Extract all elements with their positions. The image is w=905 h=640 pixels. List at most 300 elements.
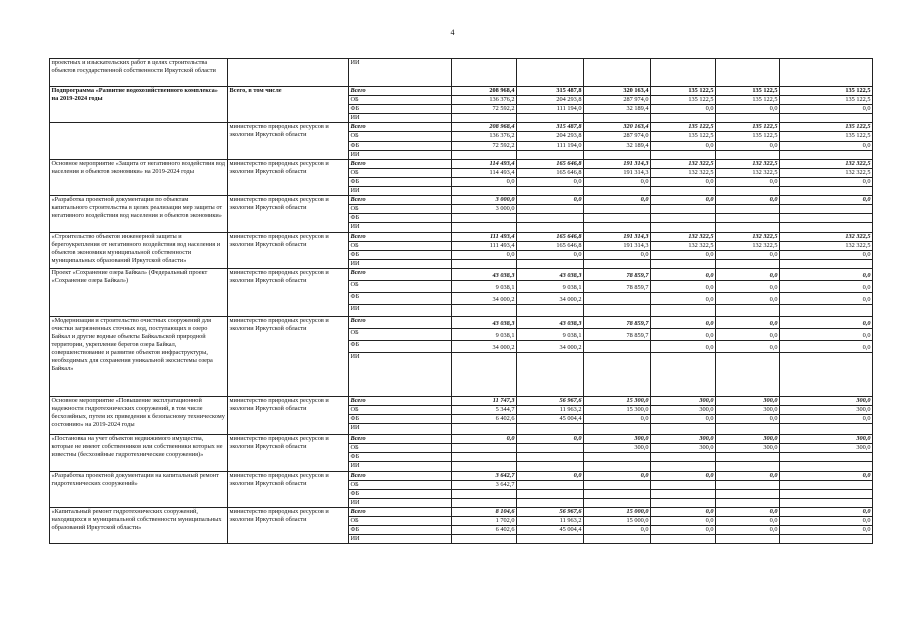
amount-cell: 78 859,7 — [584, 316, 651, 328]
funding-source: ОБ — [349, 168, 452, 177]
funding-source: ОБ — [349, 328, 452, 340]
amount-cell: 0,0 — [780, 507, 873, 516]
amount-cell: 0,0 — [651, 340, 716, 352]
amount-cell: 135 122,5 — [780, 87, 873, 96]
amount-cell: 0,0 — [452, 177, 517, 186]
amount-cell: 0,0 — [716, 250, 780, 259]
amount-cell: 5 344,7 — [452, 405, 517, 414]
amount-cell — [651, 498, 716, 507]
funding-source: ИИ — [349, 304, 452, 316]
amount-cell — [517, 114, 584, 123]
amount-cell — [452, 150, 517, 159]
amount-cell — [517, 352, 584, 396]
amount-cell — [584, 214, 651, 223]
amount-cell — [716, 205, 780, 214]
amount-cell: 300,0 — [651, 435, 716, 444]
funding-source: ФБ — [349, 214, 452, 223]
amount-cell: 111 194,0 — [517, 141, 584, 150]
amount-cell: 191 314,3 — [584, 168, 651, 177]
funding-source: ИИ — [349, 187, 452, 196]
amount-cell — [584, 59, 651, 87]
executor: министерство природных ресурсов и экологии Иркутской области — [228, 232, 349, 268]
amount-cell: 0,0 — [716, 415, 780, 424]
amount-cell — [716, 480, 780, 489]
amount-cell — [517, 489, 584, 498]
funding-source: Всего — [349, 87, 452, 96]
amount-cell — [780, 498, 873, 507]
activity-name: проектных и изыскательских работ в целях строительства объектов государственной собственности Иркутской области — [50, 59, 228, 87]
funding-source: ИИ — [349, 352, 452, 396]
amount-cell: 8 104,6 — [452, 507, 517, 516]
amount-cell: 0,0 — [651, 280, 716, 292]
amount-cell: 300,0 — [780, 396, 873, 405]
amount-cell: 34 000,2 — [452, 340, 517, 352]
amount-cell — [517, 480, 584, 489]
amount-cell: 320 163,4 — [584, 123, 651, 132]
amount-cell — [517, 424, 584, 435]
table-row — [50, 59, 873, 87]
amount-cell: 165 646,8 — [517, 159, 584, 168]
amount-cell: 0,0 — [716, 526, 780, 535]
amount-cell: 0,0 — [651, 526, 716, 535]
amount-cell: 3 642,7 — [452, 480, 517, 489]
amount-cell: 15 000,0 — [584, 517, 651, 526]
amount-cell: 0,0 — [780, 415, 873, 424]
budget-table — [49, 58, 873, 544]
amount-cell — [584, 462, 651, 471]
activity-name: Подпрограмма «Развитие водохозяйственного комплекса» на 2019-2024 годы — [50, 87, 228, 123]
amount-cell — [780, 114, 873, 123]
table-body — [50, 59, 873, 544]
amount-cell — [452, 59, 517, 87]
amount-cell: 191 314,3 — [584, 241, 651, 250]
amount-cell — [780, 304, 873, 316]
amount-cell: 34 000,2 — [517, 340, 584, 352]
executor: министерство природных ресурсов и экологии Иркутской области — [228, 507, 349, 543]
amount-cell — [584, 292, 651, 304]
amount-cell — [780, 59, 873, 87]
amount-cell: 43 038,3 — [452, 316, 517, 328]
amount-cell: 0,0 — [651, 250, 716, 259]
amount-cell — [452, 453, 517, 462]
amount-cell — [517, 304, 584, 316]
amount-cell: 9 038,1 — [517, 328, 584, 340]
amount-cell: 0,0 — [780, 105, 873, 114]
amount-cell: 191 314,3 — [584, 159, 651, 168]
table-row — [50, 507, 873, 516]
funding-source: ОБ — [349, 205, 452, 214]
amount-cell — [584, 304, 651, 316]
activity-name: «Строительство объектов инженерной защиты и берегоукрепления от негативного воздействия вод населения и объектов экономики муниципальной собственности муниципальных образований Иркутской области» — [50, 232, 228, 268]
table-row — [50, 435, 873, 444]
funding-source: ФБ — [349, 415, 452, 424]
amount-cell: 132 322,5 — [651, 159, 716, 168]
funding-source: ФБ — [349, 141, 452, 150]
amount-cell — [452, 259, 517, 268]
funding-source: ФБ — [349, 489, 452, 498]
amount-cell — [716, 352, 780, 396]
amount-cell — [716, 223, 780, 232]
amount-cell — [452, 444, 517, 453]
amount-cell: 3 000,0 — [452, 196, 517, 205]
executor: министерство природных ресурсов и экологии Иркутской области — [228, 123, 349, 159]
amount-cell — [452, 462, 517, 471]
amount-cell: 132 322,5 — [716, 159, 780, 168]
amount-cell — [452, 187, 517, 196]
amount-cell: 208 968,4 — [452, 87, 517, 96]
amount-cell: 0,0 — [584, 415, 651, 424]
funding-source: ФБ — [349, 105, 452, 114]
amount-cell: 0,0 — [651, 268, 716, 280]
amount-cell: 0,0 — [780, 471, 873, 480]
amount-cell: 11 747,3 — [452, 396, 517, 405]
funding-source: ФБ — [349, 453, 452, 462]
amount-cell: 132 322,5 — [651, 168, 716, 177]
amount-cell: 300,0 — [651, 405, 716, 414]
executor: министерство природных ресурсов и экологии Иркутской области — [228, 471, 349, 507]
executor: министерство природных ресурсов и экологии Иркутской области — [228, 196, 349, 232]
amount-cell — [584, 535, 651, 544]
executor — [228, 59, 349, 87]
amount-cell: 114 493,4 — [452, 168, 517, 177]
amount-cell: 191 314,3 — [584, 232, 651, 241]
funding-source: Всего — [349, 123, 452, 132]
activity-name: «Разработка проектной документации на капитальный ремонт гидротехнических сооружений» — [50, 471, 228, 507]
amount-cell: 11 963,2 — [517, 405, 584, 414]
amount-cell: 45 004,4 — [517, 526, 584, 535]
amount-cell: 0,0 — [651, 141, 716, 150]
amount-cell: 0,0 — [716, 177, 780, 186]
amount-cell: 0,0 — [716, 196, 780, 205]
amount-cell — [452, 498, 517, 507]
funding-source: ИИ — [349, 59, 452, 87]
amount-cell — [584, 489, 651, 498]
amount-cell: 315 487,8 — [517, 87, 584, 96]
table-row — [50, 471, 873, 480]
amount-cell — [452, 535, 517, 544]
executor: Всего, в том числе — [228, 87, 349, 123]
amount-cell — [651, 259, 716, 268]
amount-cell: 135 122,5 — [780, 132, 873, 141]
activity-name: «Постановка на учет объектов недвижимого имущества, которые не имеют собственников или собственники которых не известны (бесхозяйные гидротехнические сооружения)» — [50, 435, 228, 471]
amount-cell: 0,0 — [651, 471, 716, 480]
amount-cell: 0,0 — [716, 507, 780, 516]
funding-source: ОБ — [349, 444, 452, 453]
amount-cell: 32 189,4 — [584, 105, 651, 114]
amount-cell: 111 493,4 — [452, 241, 517, 250]
amount-cell: 0,0 — [716, 316, 780, 328]
amount-cell: 135 122,5 — [716, 132, 780, 141]
amount-cell — [517, 214, 584, 223]
amount-cell: 0,0 — [651, 196, 716, 205]
amount-cell — [651, 424, 716, 435]
amount-cell — [780, 205, 873, 214]
amount-cell — [452, 304, 517, 316]
amount-cell: 114 493,4 — [452, 159, 517, 168]
amount-cell — [780, 480, 873, 489]
activity-name: «Модернизация и строительство очистных сооружений для очистки загрязненных сточных вод, поступающих в озеро Байкал и другие водные объекты Байкальской природной территории, укрепление берегов озера Байкал, совершенствование и развитие объектов инфраструктуры, необходимых для сохранения уникальной экосистемы озера Байкал» — [50, 316, 228, 396]
amount-cell: 300,0 — [651, 396, 716, 405]
amount-cell: 15 300,0 — [584, 396, 651, 405]
amount-cell: 0,0 — [651, 177, 716, 186]
amount-cell — [780, 535, 873, 544]
amount-cell: 135 122,5 — [780, 96, 873, 105]
funding-source: Всего — [349, 159, 452, 168]
amount-cell — [716, 114, 780, 123]
amount-cell — [517, 187, 584, 196]
funding-source: Всего — [349, 316, 452, 328]
amount-cell — [651, 453, 716, 462]
amount-cell — [780, 214, 873, 223]
amount-cell: 0,0 — [716, 268, 780, 280]
amount-cell — [651, 187, 716, 196]
amount-cell — [517, 535, 584, 544]
amount-cell — [517, 223, 584, 232]
amount-cell — [651, 205, 716, 214]
amount-cell — [584, 150, 651, 159]
amount-cell — [584, 187, 651, 196]
amount-cell: 135 122,5 — [651, 132, 716, 141]
amount-cell — [780, 259, 873, 268]
amount-cell: 45 004,4 — [517, 415, 584, 424]
amount-cell: 132 322,5 — [780, 159, 873, 168]
amount-cell: 0,0 — [584, 526, 651, 535]
funding-source: ОБ — [349, 280, 452, 292]
amount-cell: 15 300,0 — [584, 405, 651, 414]
amount-cell — [716, 424, 780, 435]
amount-cell: 0,0 — [780, 177, 873, 186]
activity-name: Основное мероприятие «Повышение эксплуатационной надежности гидротехнических сооружений, в том числе бесхозяйных, путем их приведения к безопасному техническому состоянию» на 2019-2024 годы — [50, 396, 228, 434]
amount-cell: 0,0 — [780, 250, 873, 259]
executor: министерство природных ресурсов и экологии Иркутской области — [228, 396, 349, 434]
funding-source: ФБ — [349, 292, 452, 304]
amount-cell — [651, 352, 716, 396]
amount-cell: 0,0 — [517, 471, 584, 480]
funding-source: ИИ — [349, 498, 452, 507]
funding-source: ИИ — [349, 535, 452, 544]
amount-cell — [651, 480, 716, 489]
amount-cell — [584, 480, 651, 489]
activity-name: Проект «Сохранение озера Байкал» (Федеральный проект «Сохранение озера Байкал») — [50, 268, 228, 316]
amount-cell — [584, 223, 651, 232]
amount-cell: 0,0 — [716, 328, 780, 340]
amount-cell: 0,0 — [452, 250, 517, 259]
amount-cell: 300,0 — [780, 435, 873, 444]
amount-cell: 0,0 — [780, 280, 873, 292]
amount-cell: 0,0 — [716, 517, 780, 526]
funding-source: ИИ — [349, 424, 452, 435]
amount-cell — [651, 150, 716, 159]
amount-cell: 0,0 — [780, 196, 873, 205]
amount-cell — [780, 187, 873, 196]
amount-cell: 0,0 — [651, 507, 716, 516]
amount-cell: 0,0 — [651, 517, 716, 526]
table-row — [50, 232, 873, 241]
funding-source: ОБ — [349, 480, 452, 489]
amount-cell: 132 322,5 — [780, 168, 873, 177]
amount-cell: 136 376,2 — [452, 132, 517, 141]
amount-cell: 34 000,2 — [452, 292, 517, 304]
amount-cell — [716, 259, 780, 268]
amount-cell: 300,0 — [716, 396, 780, 405]
executor: министерство природных ресурсов и экологии Иркутской области — [228, 159, 349, 195]
amount-cell — [716, 453, 780, 462]
amount-cell: 300,0 — [780, 444, 873, 453]
amount-cell: 165 646,8 — [517, 241, 584, 250]
amount-cell: 132 322,5 — [780, 232, 873, 241]
amount-cell: 132 322,5 — [651, 232, 716, 241]
amount-cell: 56 967,6 — [517, 507, 584, 516]
amount-cell — [517, 462, 584, 471]
funding-source: Всего — [349, 507, 452, 516]
amount-cell — [584, 205, 651, 214]
funding-source: ОБ — [349, 96, 452, 105]
amount-cell: 9 038,1 — [517, 280, 584, 292]
amount-cell — [716, 150, 780, 159]
funding-source: Всего — [349, 396, 452, 405]
amount-cell: 0,0 — [651, 105, 716, 114]
amount-cell — [780, 223, 873, 232]
amount-cell: 287 974,0 — [584, 132, 651, 141]
amount-cell — [452, 352, 517, 396]
amount-cell: 15 000,0 — [584, 507, 651, 516]
amount-cell — [716, 535, 780, 544]
table-row — [50, 196, 873, 205]
amount-cell: 320 163,4 — [584, 87, 651, 96]
amount-cell: 135 122,5 — [716, 96, 780, 105]
amount-cell — [517, 444, 584, 453]
amount-cell — [716, 214, 780, 223]
amount-cell — [584, 498, 651, 507]
amount-cell — [651, 535, 716, 544]
amount-cell — [651, 304, 716, 316]
amount-cell: 300,0 — [716, 405, 780, 414]
amount-cell: 135 122,5 — [651, 123, 716, 132]
amount-cell — [584, 453, 651, 462]
amount-cell — [517, 453, 584, 462]
amount-cell: 78 859,7 — [584, 268, 651, 280]
funding-source: ОБ — [349, 517, 452, 526]
amount-cell: 43 038,3 — [452, 268, 517, 280]
executor: министерство природных ресурсов и экологии Иркутской области — [228, 435, 349, 471]
page-number: 4 — [450, 28, 455, 37]
amount-cell: 0,0 — [517, 177, 584, 186]
amount-cell — [452, 214, 517, 223]
amount-cell: 0,0 — [716, 105, 780, 114]
amount-cell: 165 646,8 — [517, 168, 584, 177]
table-row — [50, 87, 873, 96]
amount-cell: 11 963,2 — [517, 517, 584, 526]
amount-cell: 43 038,3 — [517, 316, 584, 328]
amount-cell: 287 974,0 — [584, 96, 651, 105]
amount-cell — [780, 424, 873, 435]
amount-cell — [780, 462, 873, 471]
table-row — [50, 123, 873, 132]
amount-cell: 0,0 — [716, 280, 780, 292]
funding-source: ФБ — [349, 526, 452, 535]
funding-source: ОБ — [349, 132, 452, 141]
amount-cell — [716, 462, 780, 471]
funding-source: Всего — [349, 232, 452, 241]
amount-cell — [716, 187, 780, 196]
amount-cell: 34 000,2 — [517, 292, 584, 304]
amount-cell — [651, 462, 716, 471]
amount-cell: 0,0 — [651, 328, 716, 340]
funding-source: ИИ — [349, 223, 452, 232]
amount-cell — [584, 424, 651, 435]
amount-cell: 0,0 — [651, 292, 716, 304]
table-row — [50, 159, 873, 168]
amount-cell: 32 189,4 — [584, 141, 651, 150]
activity-name — [50, 123, 228, 159]
amount-cell: 111 493,4 — [452, 232, 517, 241]
activity-name: Основное мероприятие «Защита от негативного воздействия вод населения и объектов экономики» на 2019-2024 годы — [50, 159, 228, 195]
executor: министерство природных ресурсов и экологии Иркутской области — [228, 268, 349, 316]
amount-cell — [651, 214, 716, 223]
amount-cell: 3 642,7 — [452, 471, 517, 480]
amount-cell: 300,0 — [651, 444, 716, 453]
amount-cell — [716, 304, 780, 316]
amount-cell — [780, 453, 873, 462]
amount-cell — [584, 352, 651, 396]
amount-cell: 0,0 — [517, 435, 584, 444]
funding-source: ОБ — [349, 405, 452, 414]
amount-cell — [517, 205, 584, 214]
amount-cell: 300,0 — [584, 435, 651, 444]
amount-cell — [517, 150, 584, 159]
table-row — [50, 316, 873, 328]
amount-cell: 204 293,8 — [517, 132, 584, 141]
amount-cell: 135 122,5 — [716, 87, 780, 96]
amount-cell: 0,0 — [716, 141, 780, 150]
amount-cell: 135 122,5 — [651, 96, 716, 105]
amount-cell — [517, 498, 584, 507]
amount-cell — [651, 114, 716, 123]
amount-cell: 72 592,2 — [452, 141, 517, 150]
amount-cell: 135 122,5 — [651, 87, 716, 96]
amount-cell: 300,0 — [716, 435, 780, 444]
amount-cell: 0,0 — [716, 292, 780, 304]
amount-cell: 0,0 — [780, 292, 873, 304]
executor: министерство природных ресурсов и экологии Иркутской области — [228, 316, 349, 396]
funding-source: Всего — [349, 435, 452, 444]
amount-cell — [517, 59, 584, 87]
amount-cell: 136 376,2 — [452, 96, 517, 105]
amount-cell: 56 967,6 — [517, 396, 584, 405]
amount-cell: 0,0 — [716, 471, 780, 480]
amount-cell — [452, 114, 517, 123]
amount-cell: 0,0 — [452, 435, 517, 444]
amount-cell: 300,0 — [584, 444, 651, 453]
funding-source: Всего — [349, 471, 452, 480]
amount-cell: 6 402,6 — [452, 415, 517, 424]
amount-cell: 300,0 — [716, 444, 780, 453]
amount-cell: 6 402,6 — [452, 526, 517, 535]
funding-source: Всего — [349, 196, 452, 205]
amount-cell — [780, 150, 873, 159]
amount-cell — [452, 223, 517, 232]
activity-name: «Капитальный ремонт гидротехнических сооружений, находящихся в муниципальной собственности муниципальных образований Иркутской области» — [50, 507, 228, 543]
amount-cell — [584, 259, 651, 268]
amount-cell: 132 322,5 — [716, 241, 780, 250]
amount-cell: 0,0 — [517, 196, 584, 205]
amount-cell: 315 487,8 — [517, 123, 584, 132]
amount-cell — [517, 259, 584, 268]
amount-cell: 0,0 — [716, 340, 780, 352]
amount-cell: 0,0 — [651, 316, 716, 328]
amount-cell — [584, 114, 651, 123]
amount-cell — [716, 498, 780, 507]
